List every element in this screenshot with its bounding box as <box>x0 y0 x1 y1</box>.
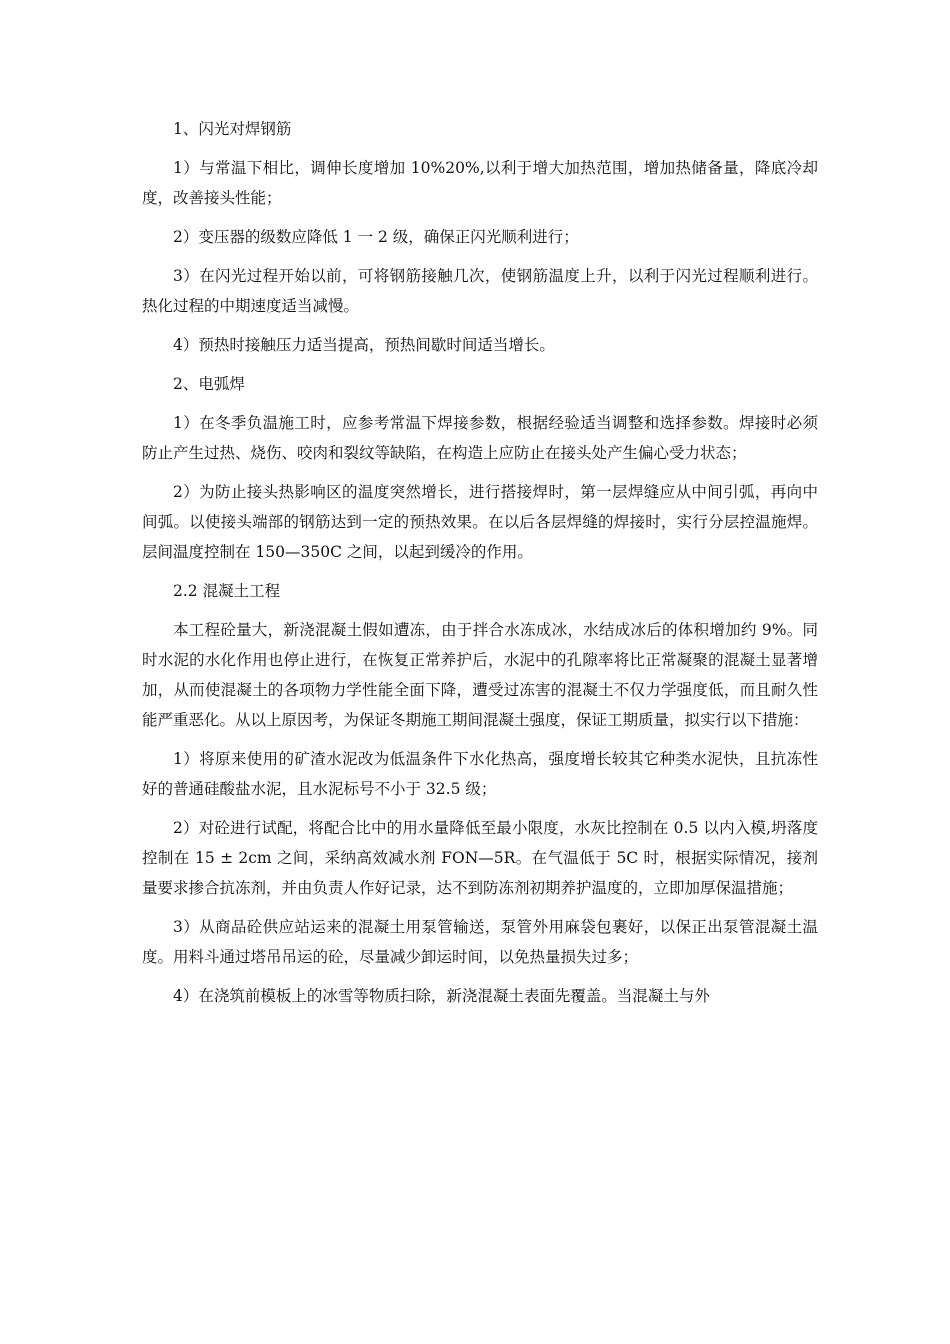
paragraph: 2）对砼进行试配，将配合比中的用水量降低至最小限度，水灰比控制在 0.5 以内入模,坍落度控制在 15 ± 2cm 之间，采纳高效减水剂 FON—5R。在气温低于 5C 时，根据实际情况，接剂量要求掺合抗冻剂，并由负责人作好记录，达不到防冻剂初期养护温度的，立即加厚保温措施； <box>142 819 818 897</box>
paragraph: 2）变压器的级数应降低 1 一 2 级，确保正闪光顺利进行； <box>173 228 579 246</box>
section-heading-flash-butt-welding: 1、闪光对焊钢筋 <box>173 120 292 138</box>
paragraph: 4）在浇筑前模板上的冰雪等物质扫除，新浇混凝土表面先覆盖。当混凝土与外 <box>173 987 710 1005</box>
section-heading-concrete-works: 2.2 混凝土工程 <box>173 582 281 600</box>
paragraph: 4）预热时接触压力适当提高，预热间歇时间适当增长。 <box>173 336 555 354</box>
document-page <box>142 114 818 1020</box>
paragraph: 1）在冬季负温施工时，应参考常温下焊接参数，根据经验适当调整和选择参数。焊接时必须防止产生过热、烧伤、咬肉和裂纹等缺陷，在构造上应防止在接头处产生偏心受力状态； <box>142 414 818 462</box>
paragraph: 1）将原来使用的矿渣水泥改为低温条件下水化热高，强度增长较其它种类水泥快，且抗冻性好的普通硅酸盐水泥，且水泥标号不小于 32.5 级； <box>142 750 818 798</box>
paragraph: 1）与常温下相比，调伸长度增加 10%20%,以利于增大加热范围，增加热储备量，降底冷却度，改善接头性能； <box>142 159 818 207</box>
paragraph: 3）从商品砼供应站运来的混凝土用泵管输送，泵管外用麻袋包裹好，以保正出泵管混凝土温度。用料斗通过塔吊吊运的砼，尽量减少卸运时间，以免热量损失过多； <box>142 918 818 966</box>
paragraph: 2）为防止接头热影响区的温度突然增长，进行搭接焊时，第一层焊缝应从中间引弧，再向中间弧。以使接头端部的钢筋达到一定的预热效果。在以后各层焊缝的焊接时，实行分层控温施焊。层间温度控制在 150—350C 之间，以起到缓冷的作用。 <box>142 483 818 561</box>
paragraph: 本工程砼量大，新浇混凝土假如遭冻，由于拌合水冻成冰，水结成冰后的体积增加约 9%。同时水泥的水化作用也停止进行，在恢复正常养护后，水泥中的孔隙率将比正常凝聚的混凝土显著增加，从而使混凝土的各项物力学性能全面下降，遭受过冻害的混凝土不仅力学强度低，而且耐久性能严重恶化。从以上原因考，为保证冬期施工期间混凝土强度，保证工期质量，拟实行以下措施： <box>142 621 818 729</box>
section-heading-arc-welding: 2、电弧焊 <box>173 375 245 393</box>
paragraph: 3）在闪光过程开始以前，可将钢筋接触几次，使钢筋温度上升，以利于闪光过程顺利进行。热化过程的中期速度适当减慢。 <box>142 267 818 315</box>
